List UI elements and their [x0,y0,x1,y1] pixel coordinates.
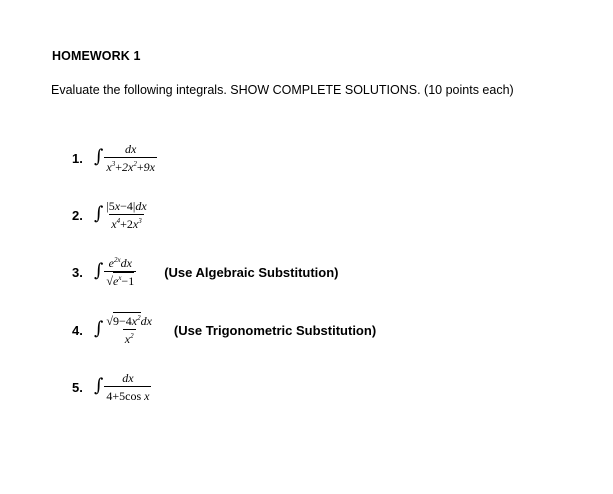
problem-number: 4. [72,322,83,338]
substitution-hint: (Use Algebraic Substitution) [164,264,339,280]
problem-5 [72,367,151,407]
integrand-fraction [104,200,148,230]
problem-number: 5. [72,379,83,395]
problem-4 [72,310,376,350]
integrand-numerator: $e^{2x}dx$ [108,256,132,270]
integrand-fraction [104,143,157,173]
integrand-denominator: $x^3+2x^2+9x$ [104,157,157,173]
problem-number: 3. [72,264,83,280]
integrand-denominator: 4+5cos x [104,386,151,402]
integrand-fraction [104,372,151,402]
problem-number: 1. [72,150,83,166]
integrand-denominator: $x^2$ [123,329,136,345]
integrand-fraction [104,315,154,345]
integrand-denominator: $√e^x-1$ [104,271,136,287]
integrand-numerator: dx [122,371,134,385]
integral-sign: ∫ [94,375,104,396]
substitution-hint: (Use Trigonometric Substitution) [173,322,377,338]
integrand-numerator: |5x−4|dx [106,199,147,213]
integrand-denominator: $x^4+2x^3$ [109,214,143,230]
integrand-numerator: $√9-4x^2dx$ [106,314,152,328]
instructions-text: Evaluate the following integrals. SHOW COMPLETE SOLUTIONS. (10 points each) [51,83,514,97]
homework-title: HOMEWORK 1 [52,49,141,63]
problem-number: 2. [72,207,83,223]
integral-sign: ∫ [94,203,104,224]
problem-1 [72,138,157,178]
integral-sign: ∫ [94,318,104,339]
problem-2 [72,195,149,235]
integral-sign: ∫ [94,146,104,167]
integral-sign: ∫ [94,260,104,281]
integrand-numerator: dx [125,142,137,156]
problem-3 [72,252,339,292]
integrand-fraction [104,257,136,287]
